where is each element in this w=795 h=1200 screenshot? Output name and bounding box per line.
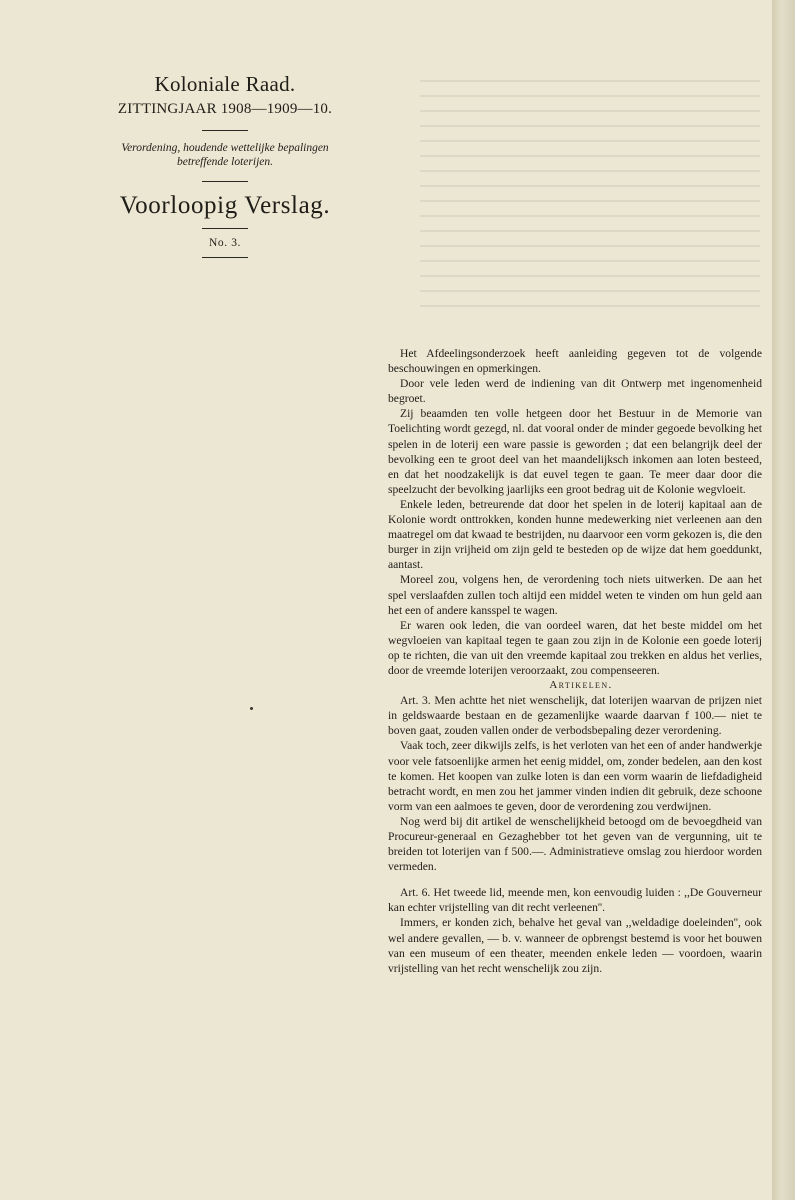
paragraph: Art. 3. Men achtte het niet wenschelijk, dat loterijen waarvan de prijzen niet in geldswaarde bestaan en de gezamenlijke waarde daarvan f 100.— niet te boven gaat, zouden vallen onder de verbodsbepaling dezer verordening. bbox=[388, 694, 762, 738]
paragraph: Moreel zou, volgens hen, de verordening toch niets uitwerken. De aan het spel verslaafden zullen toch altijd een middel weten te vinden om hun geld aan het een of andere kansspel te wagen. bbox=[388, 573, 762, 617]
session-year: ZITTINGJAAR 1908—1909—10. bbox=[117, 101, 333, 117]
paragraph: Vaak toch, zeer dikwijls zelfs, is het verloten van het een of ander handwerkje voor vele fatsoenlijke armen het eenig middel, om, zonder bedelen, aan den kost te komen. Het koopen van zulke loten is dan een vorm waarin de liefdadigheid betracht wordt, en men zou het jammer vinden indien dit gebruik, deze schoone vorm van een aalmoes te geven, door de verordening zou verdwijnen. bbox=[388, 739, 762, 813]
report-body bbox=[388, 346, 762, 976]
paragraph: Het Afdeelingsonderzoek heeft aanleiding gegeven tot de volgende beschouwingen en opmerkingen. bbox=[388, 347, 762, 376]
paragraph: Door vele leden werd de indiening van dit Ontwerp met ingenomenheid begroet. bbox=[388, 377, 762, 406]
report-title: Voorloopig Verslag. bbox=[119, 192, 331, 219]
ordinance-description-line2: betreffende loterijen. bbox=[176, 156, 273, 168]
spacer bbox=[388, 874, 762, 885]
divider bbox=[202, 130, 248, 131]
paragraph: Art. 6. Het tweede lid, meende men, kon eenvoudig luiden : ,,De Gouverneur kan echter vrijstelling van dit recht verleenen''. bbox=[388, 886, 762, 915]
paragraph: Zij beaamden ten volle hetgeen door het Bestuur in de Memorie van Toelichting wordt gezegd, nl. dat vooral onder de minder gegoede bevolking het spelen in de loterij een ware passie is geworden ; dat een belangrijk deel der bevolking een te groot deel van het maandelijksch inkomen aan loten besteed, en dat het noodzakelijk is dat euvel tegen te gaan. Te meer daar door die speelzucht der bevolking jaarlijks een groot bedrag uit de Kolonie wegvloeit. bbox=[388, 407, 762, 496]
ordinance-description-line1: Verordening, houdende wettelijke bepalingen bbox=[121, 142, 329, 154]
section-heading: Artikelen. bbox=[549, 679, 613, 692]
report-number: No. 3. bbox=[208, 237, 242, 249]
ink-speck bbox=[250, 707, 253, 710]
divider bbox=[202, 228, 248, 229]
divider bbox=[202, 181, 248, 182]
divider bbox=[202, 257, 248, 258]
paragraph: Nog werd bij dit artikel de wenschelijkheid betoogd om de bevoegdheid van Procureur-generaal en Gezaghebber tot het geven van de vergunning, uit te breiden tot loterijen van f 500.—. Administratieve omslag zou hierdoor worden vermeden. bbox=[388, 814, 762, 874]
paragraph: Enkele leden, betreurende dat door het spelen in de loterij kapitaal aan de Kolonie wordt onttrokken, konden hunne medewerking niet verleenen aan den maatregel om dat kwaad te bestrijden, nu daarvoor een vorm gekozen is, die den burger in zijn vrijheid om zijn geld te besteden op de wijze dat hem goeddunkt, aantast. bbox=[388, 497, 762, 572]
paragraph: Er waren ook leden, die van oordeel waren, dat het beste middel om het wegvloeien van kapitaal tegen te gaan zou zijn in de Kolonie een goede loterij op te richten, die van uit den vreemde kapitaal zou trekken en aldus het verlies, door de vreemde loterijen veroorzaakt, zou compenseeren. bbox=[388, 618, 762, 677]
ordinance-description bbox=[80, 141, 370, 169]
council-title: Koloniale Raad. bbox=[154, 72, 296, 96]
page-edge bbox=[772, 0, 795, 1200]
document-header bbox=[80, 72, 370, 258]
paragraph: Immers, er konden zich, behalve het geval van ,,weldadige doeleinden'', ook wel andere gevallen, — b. v. wanneer de opbrengst bestemd is voor het bouwen van een museum of een theater, meenden enkele leden — voordoen, waarin vrijstelling van het recht wenschelijk zou zijn. bbox=[388, 916, 762, 975]
bleed-through-texture bbox=[420, 80, 760, 310]
